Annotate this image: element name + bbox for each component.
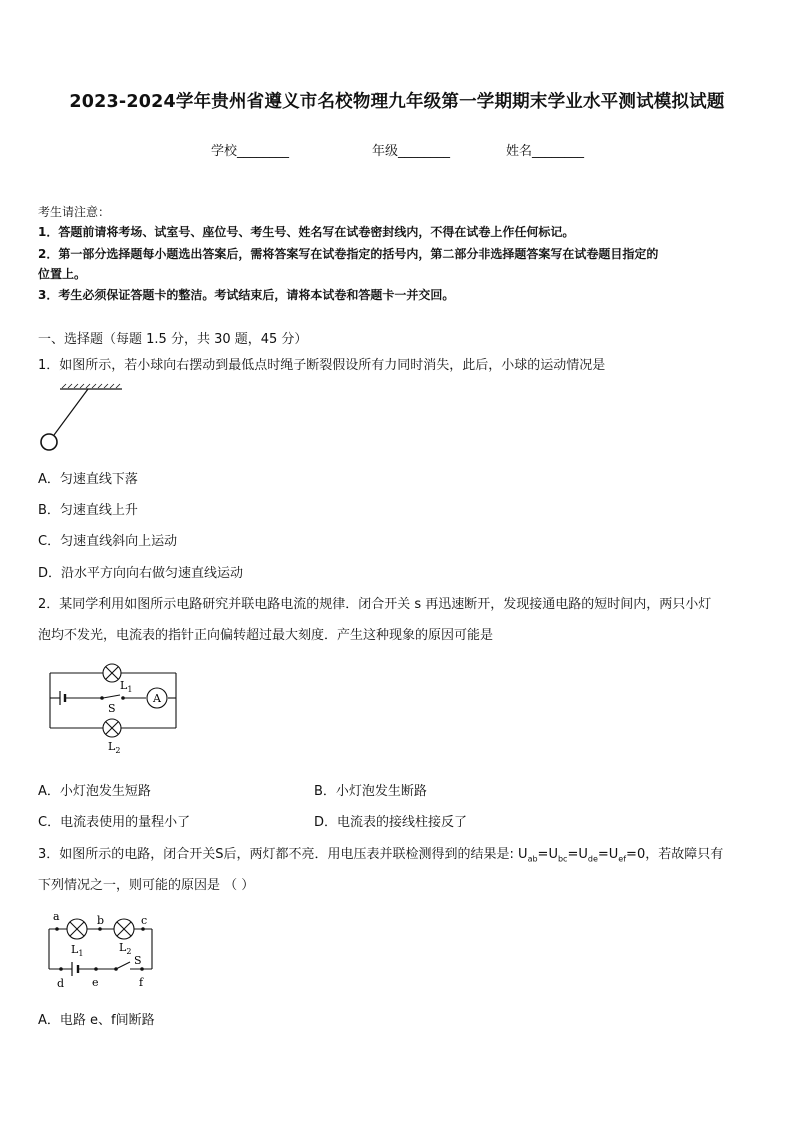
lamp-l2 <box>114 919 134 939</box>
node-c <box>141 927 145 931</box>
lamp-l1-label: $L_1$ <box>120 679 133 694</box>
notice-item-1: 1．答题前请将考场、试室号、座位号、考生号、姓名写在试卷密封线内，不得在试卷上作任何标记。 <box>38 225 575 239</box>
q3-series-circuit-figure <box>40 908 170 992</box>
grade-field: 年级________ <box>372 144 451 159</box>
node-d <box>59 967 63 971</box>
label-l1: $L_1$ <box>71 943 84 958</box>
notice-item-3: 3．考生必须保证答题卡的整洁。考试结束后，请将本试卷和答题卡一并交回。 <box>38 288 455 302</box>
notice-item-2: 2．第一部分选择题每小题选出答案后，需将答案写在试卷指定的括号内，第二部分非选择题答案写在试卷题目指定的 <box>38 247 659 261</box>
q1-option-b: B．匀速直线上升 <box>38 503 138 518</box>
ammeter-label: A <box>153 692 161 705</box>
q1-option-a: A．匀速直线下落 <box>38 472 138 487</box>
q2-option-b: B．小灯泡发生断路 <box>314 784 427 799</box>
notice-item-2-cont: 位置上。 <box>38 267 87 281</box>
node-a <box>55 927 59 931</box>
q2-option-d: D．电流表的接线柱接反了 <box>314 815 468 830</box>
q1-option-d: D．沿水平方向向右做匀速直线运动 <box>38 566 244 581</box>
ceiling-hatch <box>62 384 120 388</box>
q3-stem-line2: 下列情况之一，则可能的原因是 （ ） <box>38 878 255 893</box>
switch-contact <box>114 967 118 971</box>
switch-contact-left <box>100 696 104 700</box>
page-title: 2023-2024学年贵州省遵义市名校物理九年级第一学期期末学业水平测试模拟试题 <box>69 92 725 112</box>
section-heading: 一、选择题（每题 1.5 分，共 30 题，45 分） <box>38 332 308 347</box>
label-f: f <box>139 976 144 989</box>
q1-stem: 1．如图所示，若小球向右摆动到最低点时绳子断裂假设所有力同时消失，此后，小球的运动情况是 <box>38 358 606 373</box>
node-b <box>98 927 102 931</box>
q2-parallel-circuit-figure <box>44 660 184 756</box>
ball <box>41 434 57 450</box>
q2-stem-line2: 泡均不发光，电流表的指针正向偏转超过最大刻度．产生这种现象的原因可能是 <box>38 628 494 643</box>
q2-option-c: C．电流表使用的量程小了 <box>38 815 191 830</box>
label-s: S <box>134 954 142 967</box>
q1-option-c: C．匀速直线斜向上运动 <box>38 534 178 549</box>
label-a: a <box>53 910 60 923</box>
notice-heading: 考生请注意： <box>38 205 111 219</box>
label-l2: $L_2$ <box>119 941 132 956</box>
node-e <box>94 967 98 971</box>
school-field: 学校________ <box>211 144 290 159</box>
label-e: e <box>92 976 99 989</box>
q3-option-a: A．电路 e、f间断路 <box>38 1013 155 1028</box>
label-b: b <box>97 914 105 927</box>
q1-pendulum-figure <box>38 380 128 455</box>
label-d: d <box>57 977 65 990</box>
q2-option-a: A．小灯泡发生短路 <box>38 784 151 799</box>
name-field: 姓名________ <box>506 144 585 159</box>
node-f <box>140 967 144 971</box>
lamp-l1 <box>67 919 87 939</box>
q3-stem-line1: 3．如图所示的电路，闭合开关S后，两灯都不亮．用电压表并联检测得到的结果是: $U_{ab}=U_{bc}=U_{de}=U_{ef}=0$，若故障只有 <box>38 847 724 864</box>
q2-stem-line1: 2．某同学利用如图所示电路研究并联电路电流的规律．闭合开关 s 再迅速断开，发现接通电路的短时间内，两只小灯 <box>38 597 712 612</box>
lamp-l2-label: $L_2$ <box>108 740 121 755</box>
rope <box>54 389 88 435</box>
switch-label: S <box>108 702 116 715</box>
lamp-l2 <box>103 719 121 737</box>
label-c: c <box>141 914 148 927</box>
lamp-l1 <box>103 664 121 682</box>
switch-contact-right <box>121 696 125 700</box>
